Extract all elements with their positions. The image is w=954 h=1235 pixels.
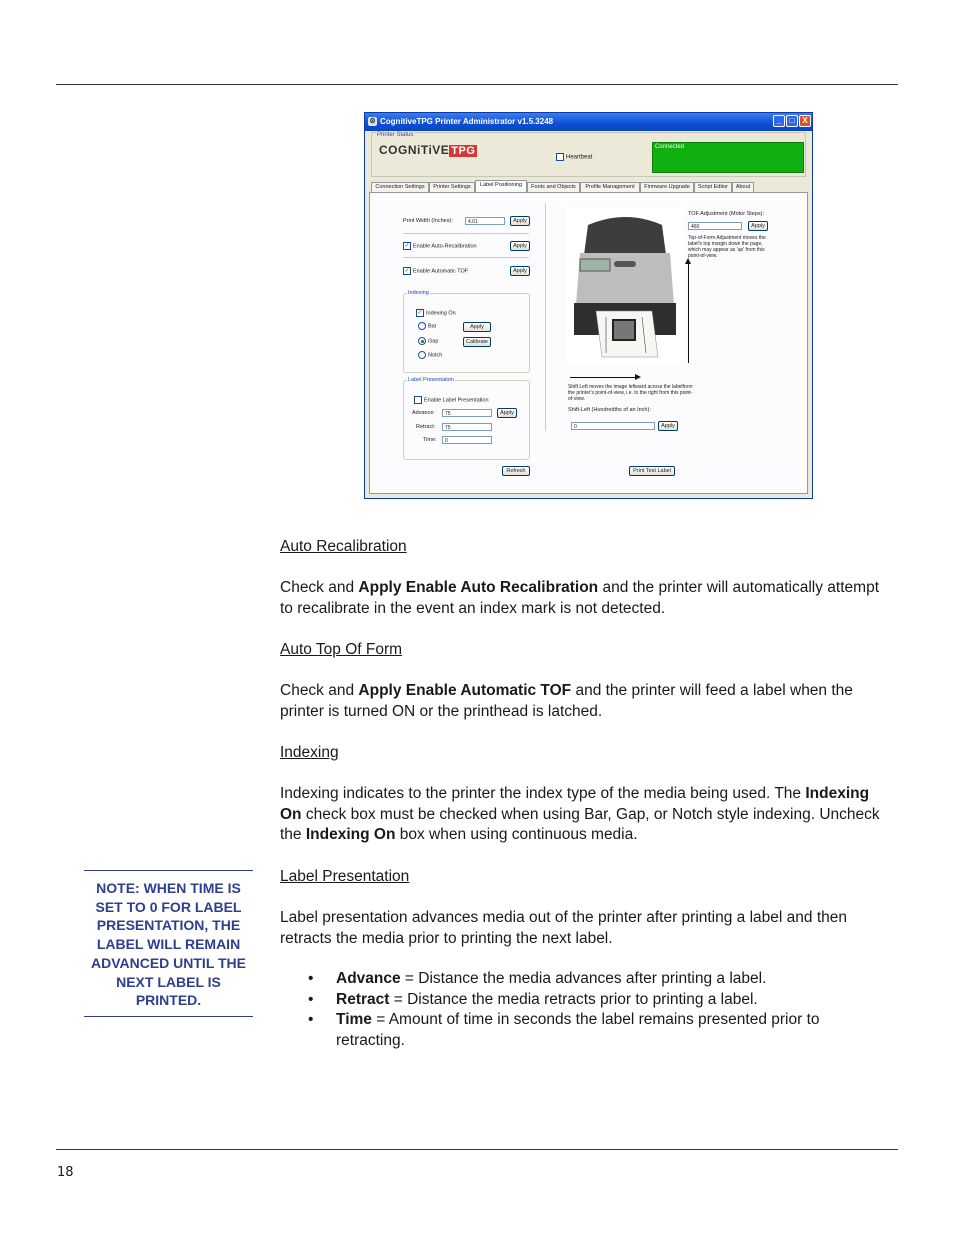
- bullet-term: Retract: [336, 990, 390, 1008]
- bullet-text: = Distance the media retracts prior to printing a label.: [389, 990, 758, 1008]
- connected-text: Connected: [655, 144, 685, 150]
- time-input[interactable]: 0: [442, 436, 492, 444]
- bottom-rule: [56, 1149, 898, 1150]
- auto-recal-heading: Auto Recalibration: [280, 538, 407, 555]
- indexing-text-3: box when using continuous media.: [395, 826, 638, 843]
- tof-apply-button[interactable]: Apply: [748, 221, 768, 231]
- label-presentation-paragraph: Label presentation advances media out of the printer after printing a label and then retracts the media prior to printing the next label.: [280, 909, 847, 947]
- printer-admin-window-screenshot: [364, 112, 813, 499]
- heartbeat-checkbox[interactable]: [556, 153, 592, 161]
- auto-tof-text-1: Check and: [280, 682, 359, 699]
- advance-input[interactable]: 75: [442, 409, 492, 417]
- label-presentation-heading: Label Presentation: [280, 868, 410, 885]
- window-title: CognitiveTPG Printer Administrator v1.5.3248: [380, 117, 554, 126]
- bullet-dot: •: [308, 990, 314, 1008]
- shift-apply-button[interactable]: Apply: [658, 421, 678, 431]
- indexing-on-check-box[interactable]: ✓: [417, 310, 423, 316]
- side-note-box: [84, 870, 253, 1017]
- bullet-list: [308, 969, 888, 1051]
- indexing-paragraph: [280, 784, 890, 846]
- notch-radio[interactable]: [418, 351, 442, 359]
- printer-status-group: [371, 132, 806, 177]
- tab-firmware-upgrade[interactable]: Firmware Upgrade: [640, 182, 694, 192]
- list-item: [308, 990, 888, 1011]
- print-width-input[interactable]: 4.01: [465, 217, 505, 225]
- tof-adjust-label: TOF Adjustment (Motor Steps):: [688, 211, 765, 217]
- cognitive-tpg-logo: [379, 143, 477, 157]
- indexing-legend: Indexing: [408, 290, 429, 296]
- logo-suffix: TPG: [451, 145, 476, 157]
- auto-recal-apply-button[interactable]: Apply: [510, 241, 530, 251]
- heartbeat-check-box[interactable]: [556, 153, 564, 161]
- bar-radio-circle[interactable]: [418, 322, 426, 330]
- print-test-label-button[interactable]: Print Test Label: [629, 466, 675, 476]
- indexing-text-2: check box must be checked when using Bar, Gap, or Notch style indexing. Uncheck the: [280, 805, 880, 843]
- bullet-dot: •: [308, 970, 314, 987]
- logo-brand: COGNiTiVE: [379, 143, 450, 157]
- label-positioning-panel: [369, 192, 808, 494]
- auto-tof-apply-button[interactable]: Apply: [510, 266, 530, 276]
- indexing-text-1: Indexing indicates to the printer the index type of the media being used. The: [280, 785, 806, 802]
- list-item: [308, 969, 888, 990]
- printer-status-legend: Printer Status: [377, 132, 414, 138]
- label-presentation-apply-button[interactable]: Apply: [497, 408, 517, 418]
- indexing-bold-1: Indexing On: [280, 785, 870, 823]
- auto-recal-checkbox[interactable]: [403, 242, 477, 250]
- calibrate-button[interactable]: Calibrate: [463, 337, 491, 347]
- indexing-group: [403, 290, 530, 373]
- tab-about[interactable]: About: [732, 182, 754, 192]
- side-note-text: NOTE: WHEN TIME IS SET TO 0 FOR LABEL PRESENTATION, THE LABEL WILL REMAIN ADVANCED UNTIL THE NEXT LABEL IS PRINTED.: [90, 880, 247, 1009]
- shift-left-label: Shift-Left (Hundredths of an Inch):: [568, 407, 651, 413]
- list-item: [308, 1010, 888, 1051]
- shift-note: Shift Left moves the image leftward across the labelfrom the printer's point-of-view, i.e. to the right from this point-of-view.: [568, 384, 693, 402]
- heartbeat-label: Heartbeat: [566, 154, 593, 161]
- tab-label-positioning[interactable]: Label Positioning: [475, 180, 527, 192]
- auto-tof-checkbox[interactable]: [403, 267, 468, 275]
- auto-recal-bold: Apply Enable Auto Recalibration: [358, 579, 599, 596]
- separator: [403, 233, 529, 234]
- auto-recal-text-2: and the printer will automatically attempt to recalibrate in the event an index mark is not detected.: [280, 579, 879, 617]
- bar-label: Bar: [428, 323, 437, 330]
- auto-tof-check-box[interactable]: ✓: [404, 268, 410, 274]
- label-presentation-group: [403, 377, 530, 460]
- page-number: 18: [57, 1165, 74, 1180]
- tof-adjust-input[interactable]: 460: [688, 222, 742, 230]
- print-width-label: Print Width (Inches):: [403, 218, 453, 224]
- gap-label: Gap: [428, 338, 439, 345]
- label-presentation-legend: Label Presentation: [408, 377, 454, 383]
- retract-label: Retract:: [416, 424, 436, 430]
- notch-label: Notch: [428, 352, 443, 359]
- minimize-button[interactable]: _: [773, 115, 785, 127]
- tab-script-editor[interactable]: Script Editor: [694, 182, 732, 192]
- tof-direction-arrow: [688, 263, 689, 363]
- enable-label-presentation-checkbox[interactable]: [414, 396, 489, 404]
- top-rule: [56, 84, 898, 85]
- close-button[interactable]: X: [799, 115, 811, 127]
- auto-tof-bold: Apply Enable Automatic TOF: [358, 682, 572, 699]
- auto-tof-paragraph: [280, 681, 890, 722]
- bullet-term: Time: [336, 1011, 372, 1028]
- separator: [403, 257, 529, 258]
- vertical-divider: [545, 203, 546, 431]
- auto-recal-label: Enable Auto-Recalibration: [413, 243, 477, 250]
- bullet-text: = Amount of time in seconds the label remains presented prior to retracting.: [336, 1011, 820, 1049]
- auto-recal-paragraph: [280, 578, 890, 619]
- tab-profile-management[interactable]: Profile Management: [580, 182, 640, 192]
- tab-printer-settings[interactable]: Printer Settings: [429, 182, 475, 192]
- tab-fonts-and-objects[interactable]: Fonts and Objects: [527, 182, 580, 192]
- enable-label-presentation-label: Enable Label Presentation: [424, 397, 489, 404]
- indexing-heading: Indexing: [280, 744, 339, 761]
- retract-input[interactable]: 75: [442, 423, 492, 431]
- refresh-button[interactable]: Refresh: [502, 466, 530, 476]
- tof-note: Top-of-Form Adjustment moves the label's top margin down the page, which may appear as 'up' from this point-of-view.: [688, 235, 766, 259]
- auto-tof-heading: Auto Top Of Form: [280, 641, 403, 658]
- tab-connection-settings[interactable]: Connection Settings: [371, 182, 429, 192]
- auto-tof-text-2: and the printer will feed a label when the printer is turned ON or the printhead is latched.: [280, 682, 853, 720]
- gap-radio[interactable]: [418, 337, 438, 345]
- advance-label: Advance:: [412, 410, 435, 416]
- auto-recal-text-1: Check and: [280, 579, 359, 596]
- shift-left-input[interactable]: 0: [571, 422, 655, 430]
- window-titlebar: [365, 113, 812, 131]
- indexing-on-checkbox[interactable]: [416, 309, 456, 317]
- connection-status-box: [652, 142, 804, 173]
- indexing-on-label: Indexing On: [426, 310, 456, 317]
- auto-tof-label: Enable Automatic TOF: [413, 268, 469, 275]
- print-width-apply-button[interactable]: Apply: [510, 216, 530, 226]
- gap-radio-circle[interactable]: [418, 337, 426, 345]
- app-icon: ⚙: [369, 118, 376, 125]
- time-label: Time:: [423, 437, 437, 443]
- notch-radio-circle[interactable]: [418, 351, 426, 359]
- maximize-button[interactable]: □: [786, 115, 798, 127]
- indexing-bold-2: Indexing On: [305, 826, 396, 843]
- bullet-term: Advance: [336, 970, 401, 987]
- printer-photo: [566, 207, 684, 363]
- enable-label-presentation-check-box[interactable]: [414, 396, 422, 404]
- bullet-text: = Distance the media advances after printing a label.: [400, 970, 767, 987]
- indexing-apply-button[interactable]: Apply: [463, 322, 491, 332]
- auto-recal-check-box[interactable]: ✓: [404, 243, 410, 249]
- shift-direction-arrow: [570, 377, 636, 378]
- bar-radio[interactable]: [418, 322, 437, 330]
- bullet-dot: •: [308, 1011, 314, 1028]
